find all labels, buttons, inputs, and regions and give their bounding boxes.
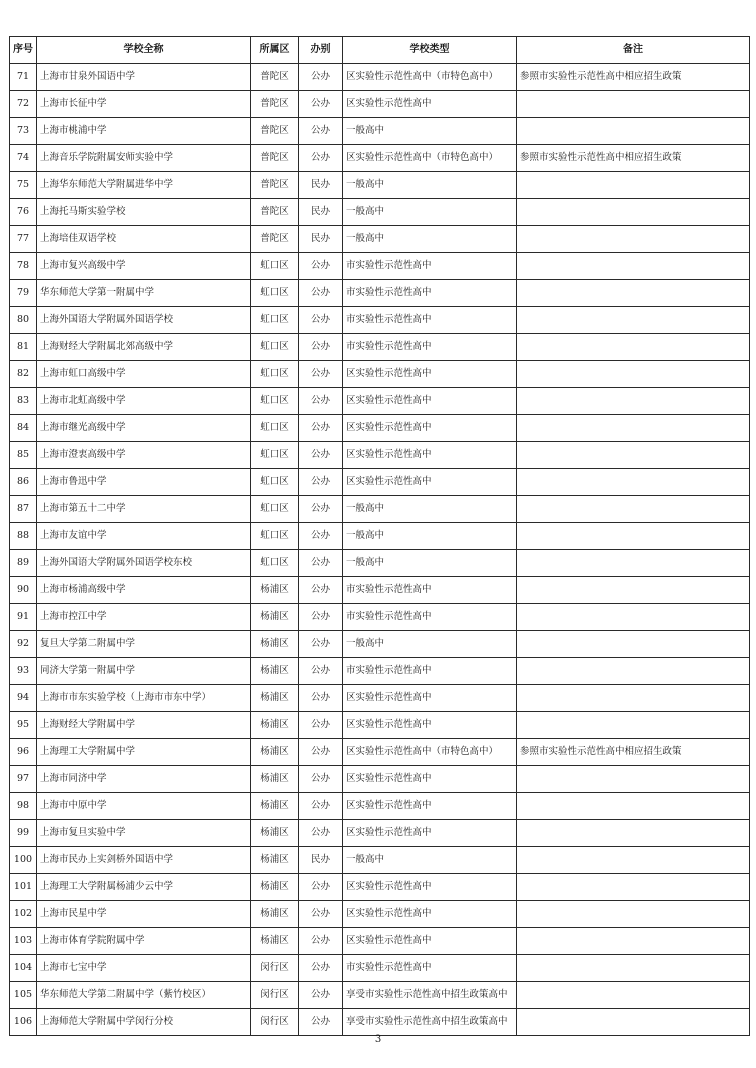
cell-district: 杨浦区 xyxy=(251,793,299,820)
cell-school-type: 市实验性示范性高中 xyxy=(343,280,517,307)
cell-index: 87 xyxy=(10,496,37,523)
cell-school-name: 上海市虹口高级中学 xyxy=(37,361,251,388)
table-row xyxy=(10,253,750,280)
header-index: 序号 xyxy=(10,37,37,64)
cell-school-type: 市实验性示范性高中 xyxy=(343,334,517,361)
cell-index: 76 xyxy=(10,199,37,226)
cell-district: 杨浦区 xyxy=(251,766,299,793)
cell-school-name: 上海财经大学附属北郊高级中学 xyxy=(37,334,251,361)
cell-index: 101 xyxy=(10,874,37,901)
table-row xyxy=(10,334,750,361)
cell-type-of-run: 公办 xyxy=(299,955,343,982)
cell-index: 73 xyxy=(10,118,37,145)
cell-remarks xyxy=(517,361,750,388)
table-row xyxy=(10,820,750,847)
cell-district: 杨浦区 xyxy=(251,604,299,631)
cell-remarks xyxy=(517,658,750,685)
cell-remarks xyxy=(517,1009,750,1036)
table-row xyxy=(10,658,750,685)
cell-school-name: 上海理工大学附属杨浦少云中学 xyxy=(37,874,251,901)
cell-index: 103 xyxy=(10,928,37,955)
cell-school-type: 市实验性示范性高中 xyxy=(343,577,517,604)
cell-type-of-run: 公办 xyxy=(299,145,343,172)
cell-index: 71 xyxy=(10,64,37,91)
table-row xyxy=(10,550,750,577)
cell-school-name: 上海市市东实验学校（上海市市东中学） xyxy=(37,685,251,712)
cell-type-of-run: 公办 xyxy=(299,280,343,307)
cell-type-of-run: 公办 xyxy=(299,658,343,685)
cell-school-name: 上海音乐学院附属安师实验中学 xyxy=(37,145,251,172)
cell-index: 95 xyxy=(10,712,37,739)
cell-school-name: 上海市第五十二中学 xyxy=(37,496,251,523)
cell-remarks xyxy=(517,172,750,199)
cell-school-type: 市实验性示范性高中 xyxy=(343,658,517,685)
cell-index: 100 xyxy=(10,847,37,874)
page-number: 3 xyxy=(374,1034,382,1045)
table-header-row xyxy=(10,37,750,64)
table-row xyxy=(10,307,750,334)
cell-remarks xyxy=(517,847,750,874)
cell-remarks xyxy=(517,307,750,334)
cell-district: 虹口区 xyxy=(251,280,299,307)
cell-school-type: 一般高中 xyxy=(343,496,517,523)
cell-index: 104 xyxy=(10,955,37,982)
cell-index: 72 xyxy=(10,91,37,118)
cell-index: 102 xyxy=(10,901,37,928)
cell-remarks xyxy=(517,280,750,307)
table-row xyxy=(10,388,750,415)
cell-school-name: 上海市北虹高级中学 xyxy=(37,388,251,415)
cell-type-of-run: 公办 xyxy=(299,820,343,847)
cell-remarks xyxy=(517,955,750,982)
cell-school-name: 上海市民办上实剑桥外国语中学 xyxy=(37,847,251,874)
cell-school-type: 区实验性示范性高中 xyxy=(343,469,517,496)
cell-school-name: 上海市长征中学 xyxy=(37,91,251,118)
cell-remarks xyxy=(517,118,750,145)
cell-type-of-run: 民办 xyxy=(299,172,343,199)
table-row xyxy=(10,685,750,712)
table-row xyxy=(10,631,750,658)
cell-remarks xyxy=(517,631,750,658)
table-row xyxy=(10,523,750,550)
cell-index: 74 xyxy=(10,145,37,172)
cell-school-type: 市实验性示范性高中 xyxy=(343,955,517,982)
table-row xyxy=(10,847,750,874)
cell-type-of-run: 公办 xyxy=(299,91,343,118)
cell-remarks xyxy=(517,793,750,820)
cell-school-type: 市实验性示范性高中 xyxy=(343,307,517,334)
cell-index: 105 xyxy=(10,982,37,1009)
cell-school-type: 区实验性示范性高中（市特色高中） xyxy=(343,64,517,91)
table-row xyxy=(10,874,750,901)
cell-district: 普陀区 xyxy=(251,145,299,172)
cell-remarks xyxy=(517,820,750,847)
cell-type-of-run: 公办 xyxy=(299,739,343,766)
cell-type-of-run: 公办 xyxy=(299,469,343,496)
header-remarks: 备注 xyxy=(517,37,750,64)
header-school-name: 学校全称 xyxy=(37,37,251,64)
cell-school-name: 华东师范大学第二附属中学（紫竹校区） xyxy=(37,982,251,1009)
cell-district: 杨浦区 xyxy=(251,631,299,658)
cell-school-type: 市实验性示范性高中 xyxy=(343,604,517,631)
cell-school-type: 一般高中 xyxy=(343,199,517,226)
cell-remarks xyxy=(517,91,750,118)
cell-school-name: 上海华东师范大学附属进华中学 xyxy=(37,172,251,199)
table-row xyxy=(10,280,750,307)
table-row xyxy=(10,64,750,91)
cell-school-type: 区实验性示范性高中 xyxy=(343,820,517,847)
cell-type-of-run: 公办 xyxy=(299,415,343,442)
cell-index: 79 xyxy=(10,280,37,307)
cell-remarks xyxy=(517,982,750,1009)
cell-district: 虹口区 xyxy=(251,361,299,388)
cell-district: 虹口区 xyxy=(251,415,299,442)
cell-school-name: 上海市鲁迅中学 xyxy=(37,469,251,496)
cell-type-of-run: 民办 xyxy=(299,226,343,253)
table-row xyxy=(10,496,750,523)
cell-remarks xyxy=(517,523,750,550)
cell-district: 杨浦区 xyxy=(251,874,299,901)
cell-school-name: 上海外国语大学附属外国语学校东校 xyxy=(37,550,251,577)
cell-remarks xyxy=(517,550,750,577)
cell-remarks xyxy=(517,226,750,253)
cell-district: 虹口区 xyxy=(251,523,299,550)
cell-index: 98 xyxy=(10,793,37,820)
cell-index: 94 xyxy=(10,685,37,712)
cell-remarks xyxy=(517,388,750,415)
cell-school-type: 享受市实验性示范性高中招生政策高中 xyxy=(343,1009,517,1036)
cell-school-type: 区实验性示范性高中 xyxy=(343,874,517,901)
cell-index: 89 xyxy=(10,550,37,577)
cell-district: 虹口区 xyxy=(251,388,299,415)
table-row xyxy=(10,415,750,442)
cell-school-name: 复旦大学第二附属中学 xyxy=(37,631,251,658)
cell-remarks xyxy=(517,334,750,361)
cell-district: 杨浦区 xyxy=(251,658,299,685)
cell-school-name: 上海市桃浦中学 xyxy=(37,118,251,145)
cell-school-type: 一般高中 xyxy=(343,172,517,199)
school-table xyxy=(9,36,750,1036)
cell-remarks: 参照市实验性示范性高中相应招生政策 xyxy=(517,145,750,172)
cell-index: 88 xyxy=(10,523,37,550)
cell-type-of-run: 公办 xyxy=(299,253,343,280)
cell-type-of-run: 公办 xyxy=(299,118,343,145)
cell-school-name: 上海市继光高级中学 xyxy=(37,415,251,442)
cell-district: 虹口区 xyxy=(251,442,299,469)
cell-index: 75 xyxy=(10,172,37,199)
cell-type-of-run: 公办 xyxy=(299,604,343,631)
cell-remarks xyxy=(517,442,750,469)
table-row xyxy=(10,793,750,820)
cell-remarks xyxy=(517,685,750,712)
cell-type-of-run: 公办 xyxy=(299,631,343,658)
cell-type-of-run: 公办 xyxy=(299,712,343,739)
cell-district: 虹口区 xyxy=(251,253,299,280)
cell-district: 杨浦区 xyxy=(251,847,299,874)
cell-school-type: 区实验性示范性高中 xyxy=(343,685,517,712)
table-row xyxy=(10,766,750,793)
table-row xyxy=(10,442,750,469)
cell-district: 虹口区 xyxy=(251,307,299,334)
cell-district: 杨浦区 xyxy=(251,820,299,847)
cell-district: 普陀区 xyxy=(251,118,299,145)
cell-district: 虹口区 xyxy=(251,496,299,523)
cell-school-type: 区实验性示范性高中 xyxy=(343,388,517,415)
cell-type-of-run: 公办 xyxy=(299,982,343,1009)
table-row xyxy=(10,361,750,388)
table-row xyxy=(10,172,750,199)
table-row xyxy=(10,955,750,982)
cell-district: 杨浦区 xyxy=(251,685,299,712)
cell-school-type: 一般高中 xyxy=(343,523,517,550)
table-row xyxy=(10,577,750,604)
cell-district: 普陀区 xyxy=(251,226,299,253)
cell-school-name: 上海市澄衷高级中学 xyxy=(37,442,251,469)
cell-type-of-run: 公办 xyxy=(299,307,343,334)
cell-school-name: 上海财经大学附属中学 xyxy=(37,712,251,739)
cell-school-type: 区实验性示范性高中 xyxy=(343,415,517,442)
table-row xyxy=(10,712,750,739)
cell-type-of-run: 公办 xyxy=(299,442,343,469)
cell-index: 85 xyxy=(10,442,37,469)
cell-school-type: 区实验性示范性高中 xyxy=(343,91,517,118)
cell-type-of-run: 公办 xyxy=(299,685,343,712)
cell-school-type: 一般高中 xyxy=(343,226,517,253)
cell-district: 虹口区 xyxy=(251,550,299,577)
cell-district: 虹口区 xyxy=(251,334,299,361)
cell-school-name: 上海市复兴高级中学 xyxy=(37,253,251,280)
cell-type-of-run: 公办 xyxy=(299,874,343,901)
cell-remarks xyxy=(517,712,750,739)
cell-district: 虹口区 xyxy=(251,469,299,496)
cell-school-name: 上海市杨浦高级中学 xyxy=(37,577,251,604)
cell-school-type: 市实验性示范性高中 xyxy=(343,253,517,280)
cell-school-name: 上海外国语大学附属外国语学校 xyxy=(37,307,251,334)
cell-type-of-run: 公办 xyxy=(299,388,343,415)
cell-district: 闵行区 xyxy=(251,1009,299,1036)
cell-type-of-run: 公办 xyxy=(299,550,343,577)
table-row xyxy=(10,739,750,766)
cell-remarks xyxy=(517,253,750,280)
cell-school-name: 上海培佳双语学校 xyxy=(37,226,251,253)
cell-district: 普陀区 xyxy=(251,172,299,199)
cell-school-type: 一般高中 xyxy=(343,550,517,577)
cell-type-of-run: 公办 xyxy=(299,793,343,820)
table-row xyxy=(10,469,750,496)
cell-type-of-run: 公办 xyxy=(299,766,343,793)
cell-school-type: 区实验性示范性高中（市特色高中） xyxy=(343,145,517,172)
table-row xyxy=(10,226,750,253)
cell-district: 普陀区 xyxy=(251,199,299,226)
cell-school-name: 上海市中原中学 xyxy=(37,793,251,820)
cell-type-of-run: 民办 xyxy=(299,199,343,226)
cell-school-name: 上海市体育学院附属中学 xyxy=(37,928,251,955)
table-row xyxy=(10,1009,750,1036)
cell-index: 106 xyxy=(10,1009,37,1036)
cell-school-name: 上海理工大学附属中学 xyxy=(37,739,251,766)
cell-school-name: 上海市控江中学 xyxy=(37,604,251,631)
table-row xyxy=(10,118,750,145)
cell-remarks xyxy=(517,928,750,955)
cell-school-type: 区实验性示范性高中 xyxy=(343,442,517,469)
cell-type-of-run: 公办 xyxy=(299,334,343,361)
cell-remarks xyxy=(517,874,750,901)
cell-school-name: 上海师范大学附属中学闵行分校 xyxy=(37,1009,251,1036)
cell-remarks: 参照市实验性示范性高中相应招生政策 xyxy=(517,739,750,766)
cell-index: 82 xyxy=(10,361,37,388)
cell-school-type: 区实验性示范性高中 xyxy=(343,712,517,739)
table-row xyxy=(10,982,750,1009)
cell-type-of-run: 公办 xyxy=(299,523,343,550)
table-row xyxy=(10,91,750,118)
cell-index: 78 xyxy=(10,253,37,280)
cell-index: 96 xyxy=(10,739,37,766)
table-body xyxy=(10,64,750,1036)
cell-remarks xyxy=(517,415,750,442)
cell-school-name: 华东师范大学第一附属中学 xyxy=(37,280,251,307)
cell-school-type: 区实验性示范性高中 xyxy=(343,793,517,820)
cell-school-type: 区实验性示范性高中 xyxy=(343,766,517,793)
header-school-type: 学校类型 xyxy=(343,37,517,64)
table-row xyxy=(10,604,750,631)
cell-index: 77 xyxy=(10,226,37,253)
cell-type-of-run: 公办 xyxy=(299,901,343,928)
cell-school-type: 享受市实验性示范性高中招生政策高中 xyxy=(343,982,517,1009)
header-type-of-run: 办别 xyxy=(299,37,343,64)
cell-index: 80 xyxy=(10,307,37,334)
cell-district: 杨浦区 xyxy=(251,901,299,928)
cell-district: 杨浦区 xyxy=(251,739,299,766)
cell-index: 91 xyxy=(10,604,37,631)
cell-remarks: 参照市实验性示范性高中相应招生政策 xyxy=(517,64,750,91)
cell-index: 83 xyxy=(10,388,37,415)
cell-school-type: 区实验性示范性高中 xyxy=(343,928,517,955)
cell-school-type: 一般高中 xyxy=(343,631,517,658)
cell-remarks xyxy=(517,577,750,604)
cell-index: 92 xyxy=(10,631,37,658)
cell-school-name: 同济大学第一附属中学 xyxy=(37,658,251,685)
cell-type-of-run: 公办 xyxy=(299,1009,343,1036)
cell-district: 闵行区 xyxy=(251,955,299,982)
cell-remarks xyxy=(517,766,750,793)
cell-school-type: 区实验性示范性高中 xyxy=(343,901,517,928)
cell-index: 86 xyxy=(10,469,37,496)
cell-school-name: 上海市七宝中学 xyxy=(37,955,251,982)
cell-district: 闵行区 xyxy=(251,982,299,1009)
table-row xyxy=(10,928,750,955)
cell-remarks xyxy=(517,901,750,928)
cell-school-type: 区实验性示范性高中（市特色高中） xyxy=(343,739,517,766)
cell-remarks xyxy=(517,469,750,496)
cell-index: 97 xyxy=(10,766,37,793)
cell-school-name: 上海市民星中学 xyxy=(37,901,251,928)
cell-remarks xyxy=(517,199,750,226)
cell-type-of-run: 公办 xyxy=(299,361,343,388)
cell-school-name: 上海市同济中学 xyxy=(37,766,251,793)
cell-school-name: 上海托马斯实验学校 xyxy=(37,199,251,226)
header-district: 所属区 xyxy=(251,37,299,64)
cell-index: 84 xyxy=(10,415,37,442)
table-row xyxy=(10,901,750,928)
cell-school-name: 上海市友谊中学 xyxy=(37,523,251,550)
table-row xyxy=(10,199,750,226)
cell-type-of-run: 公办 xyxy=(299,64,343,91)
cell-type-of-run: 公办 xyxy=(299,496,343,523)
cell-type-of-run: 民办 xyxy=(299,847,343,874)
cell-type-of-run: 公办 xyxy=(299,928,343,955)
cell-district: 杨浦区 xyxy=(251,712,299,739)
cell-type-of-run: 公办 xyxy=(299,577,343,604)
cell-index: 90 xyxy=(10,577,37,604)
cell-district: 杨浦区 xyxy=(251,928,299,955)
cell-school-name: 上海市复旦实验中学 xyxy=(37,820,251,847)
cell-index: 81 xyxy=(10,334,37,361)
table-row xyxy=(10,145,750,172)
cell-index: 93 xyxy=(10,658,37,685)
cell-district: 杨浦区 xyxy=(251,577,299,604)
cell-school-type: 一般高中 xyxy=(343,847,517,874)
cell-remarks xyxy=(517,604,750,631)
cell-index: 99 xyxy=(10,820,37,847)
cell-school-name: 上海市甘泉外国语中学 xyxy=(37,64,251,91)
cell-school-type: 区实验性示范性高中 xyxy=(343,361,517,388)
cell-remarks xyxy=(517,496,750,523)
cell-school-type: 一般高中 xyxy=(343,118,517,145)
cell-district: 普陀区 xyxy=(251,91,299,118)
cell-district: 普陀区 xyxy=(251,64,299,91)
